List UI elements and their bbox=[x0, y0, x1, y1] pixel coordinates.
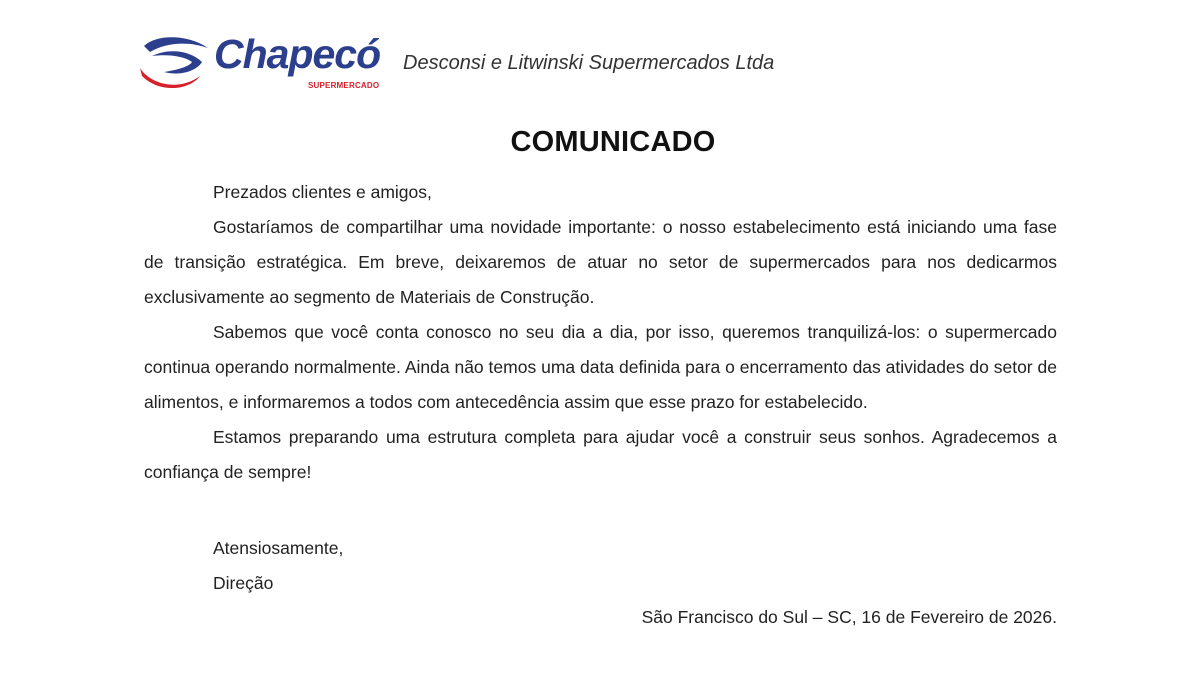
paragraph: Estamos preparando uma estrutura completa para ajudar você a construir seus sonhos. Agradecemos a confiança de sempre! bbox=[144, 427, 1057, 482]
swoosh-logo-icon bbox=[138, 32, 212, 94]
company-logo bbox=[138, 30, 390, 96]
letter-body bbox=[144, 175, 1057, 490]
letterhead bbox=[138, 30, 390, 96]
logo-wordmark: Chapecó bbox=[214, 31, 381, 77]
paragraph: Gostaríamos de compartilhar uma novidade importante: o nosso estabelecimento está iniciando uma fase de transição estratégica. Em breve, deixaremos de atuar no setor de supermercados para nos dedicarmos exclusivamente ao segmento de Materiais de Construção. bbox=[144, 217, 1057, 307]
place-and-date: São Francisco do Sul – SC, 16 de Fevereiro de 2026. bbox=[641, 607, 1057, 627]
paragraph: Sabemos que você conta conosco no seu dia a dia, por isso, queremos tranquilizá-los: o supermercado continua operando normalmente. Ainda não temos uma data definida para o encerramento das atividades do setor de alimentos, e informaremos a todos com antecedência assim que esse prazo for estabelecido. bbox=[144, 322, 1057, 412]
signature: Direção bbox=[213, 573, 274, 593]
closing: Atensiosamente, bbox=[213, 538, 344, 558]
logo-subtitle: SUPERMERCADO bbox=[308, 81, 380, 90]
document-title: COMUNICADO bbox=[510, 126, 716, 158]
greeting: Prezados clientes e amigos, bbox=[213, 182, 432, 202]
company-name: Desconsi e Litwinski Supermercados Ltda bbox=[403, 52, 775, 74]
